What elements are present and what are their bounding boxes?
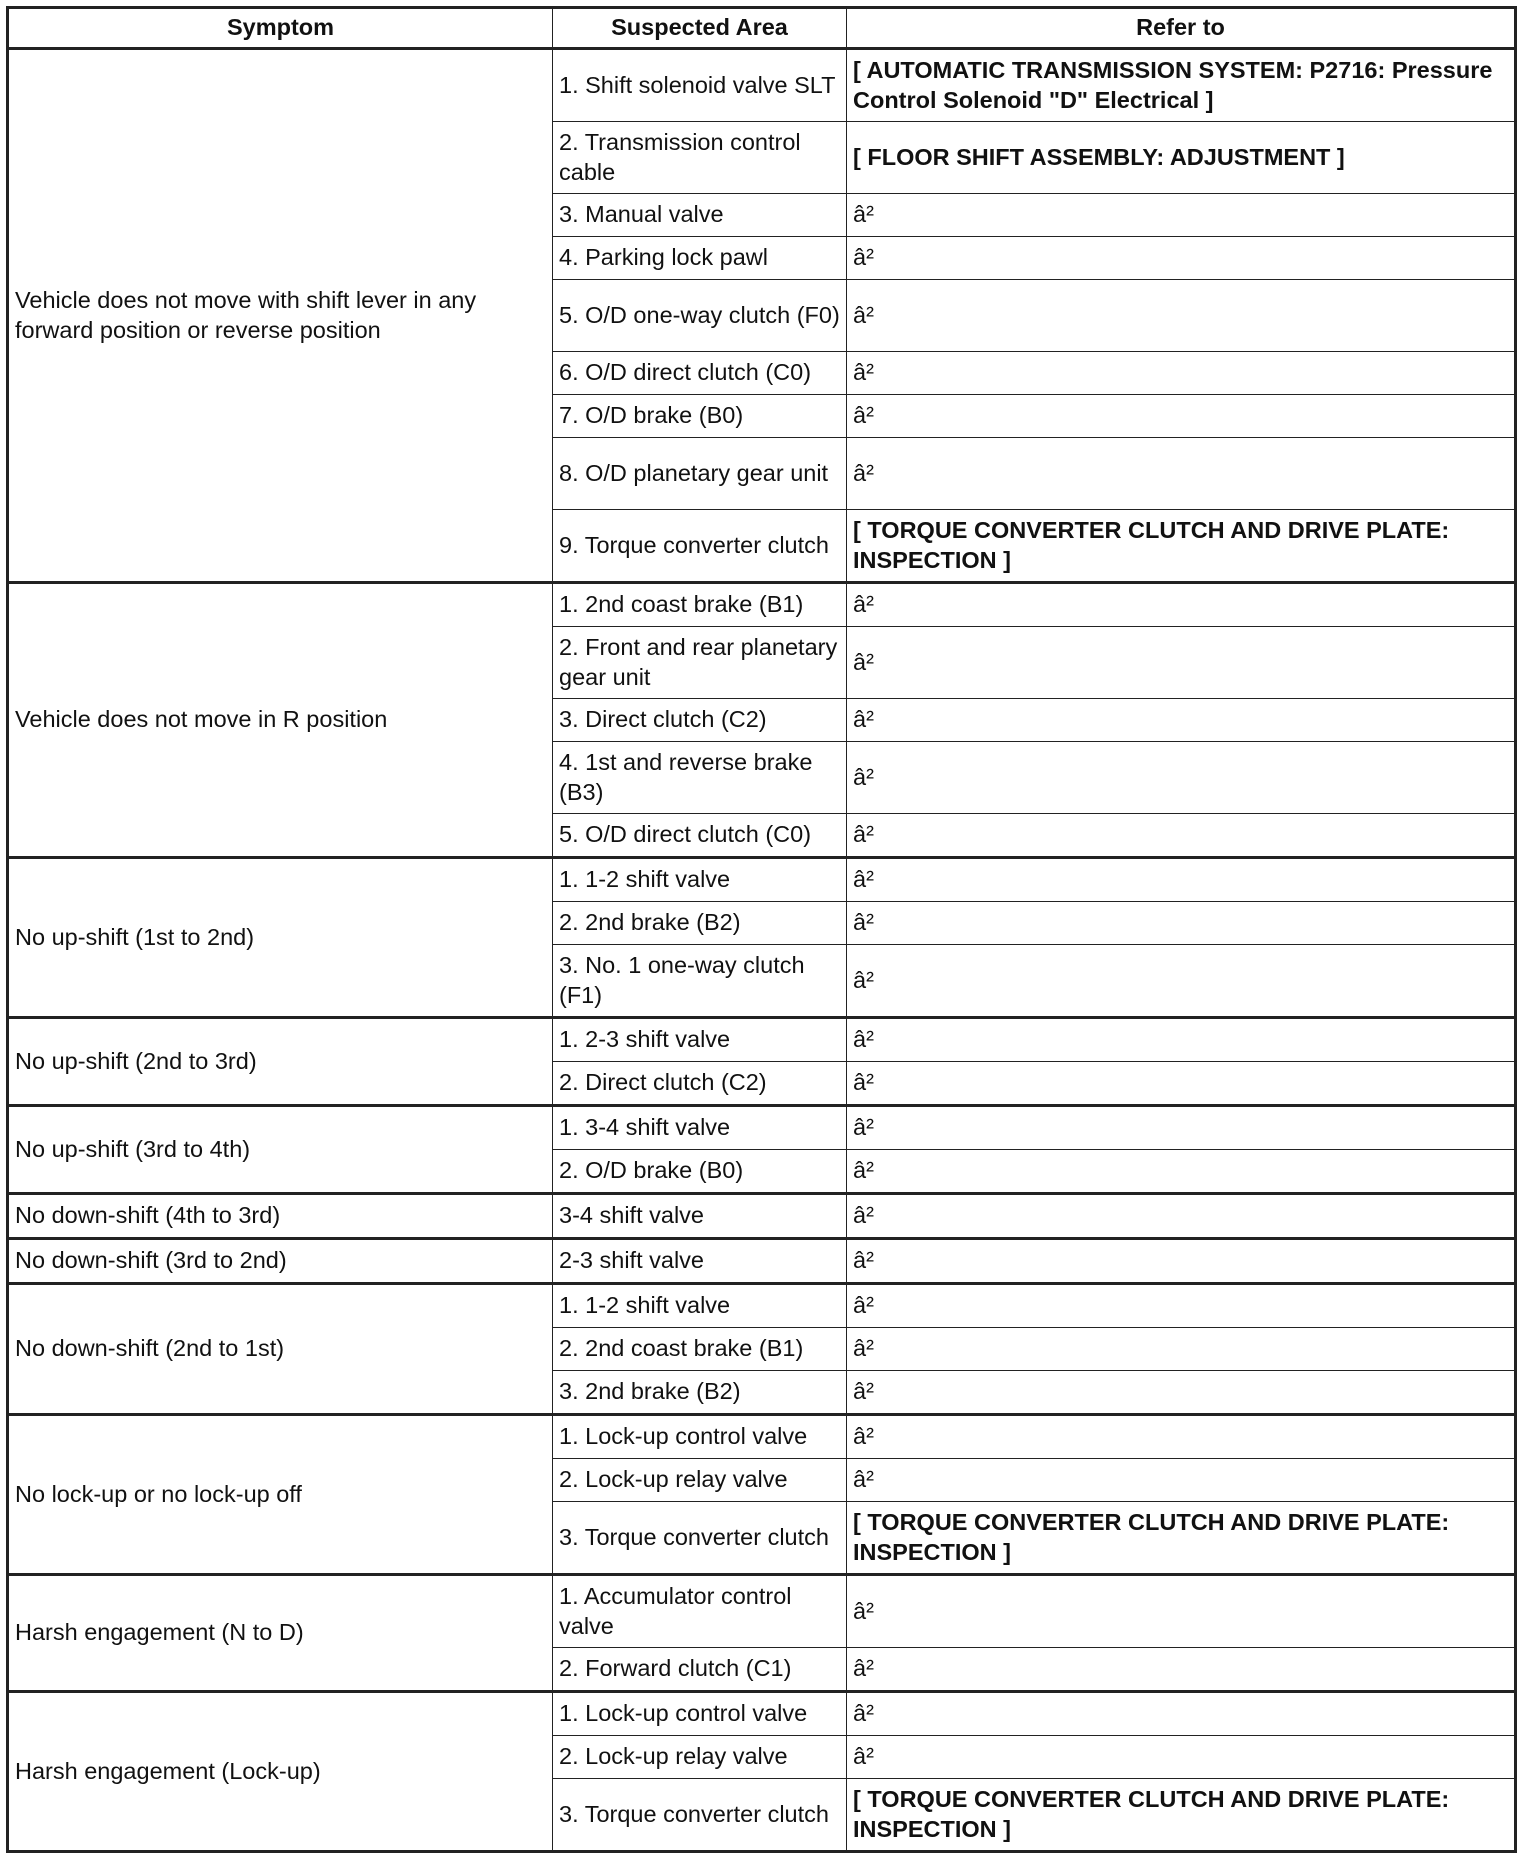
refer-to-cell: â² bbox=[847, 1459, 1516, 1502]
suspected-area-cell: 2. Transmission control cable bbox=[553, 122, 847, 194]
refer-to-cell: â² bbox=[847, 1106, 1516, 1150]
suspected-area-cell: 1. Lock-up control valve bbox=[553, 1692, 847, 1736]
refer-to-cell: â² bbox=[847, 1194, 1516, 1239]
suspected-area-cell: 7. O/D brake (B0) bbox=[553, 395, 847, 438]
symptom-cell: No down-shift (2nd to 1st) bbox=[8, 1284, 553, 1415]
symptom-cell: Vehicle does not move in R position bbox=[8, 583, 553, 858]
refer-to-cell: â² bbox=[847, 1284, 1516, 1328]
refer-to-cell: â² bbox=[847, 945, 1516, 1018]
symptom-cell: Vehicle does not move with shift lever in any forward position or reverse position bbox=[8, 49, 553, 583]
suspected-area-cell: 5. O/D direct clutch (C0) bbox=[553, 814, 847, 858]
refer-to-cell: â² bbox=[847, 352, 1516, 395]
table-row bbox=[8, 49, 1516, 122]
header-suspected-area: Suspected Area bbox=[553, 8, 847, 49]
suspected-area-cell: 5. O/D one-way clutch (F0) bbox=[553, 280, 847, 352]
refer-to-cell: â² bbox=[847, 438, 1516, 510]
suspected-area-cell: 1. Shift solenoid valve SLT bbox=[553, 49, 847, 122]
suspected-area-cell: 1. 1-2 shift valve bbox=[553, 1284, 847, 1328]
refer-to-cell: â² bbox=[847, 1371, 1516, 1415]
suspected-area-cell: 3. No. 1 one-way clutch (F1) bbox=[553, 945, 847, 1018]
header-row bbox=[8, 8, 1516, 49]
header-refer-to: Refer to bbox=[847, 8, 1516, 49]
symptom-cell: No up-shift (2nd to 3rd) bbox=[8, 1018, 553, 1106]
refer-to-link[interactable]: [ FLOOR SHIFT ASSEMBLY: ADJUSTMENT ] bbox=[847, 122, 1516, 194]
suspected-area-cell: 2. Lock-up relay valve bbox=[553, 1459, 847, 1502]
suspected-area-cell: 2. 2nd coast brake (B1) bbox=[553, 1328, 847, 1371]
suspected-area-cell: 9. Torque converter clutch bbox=[553, 510, 847, 583]
suspected-area-cell: 3-4 shift valve bbox=[553, 1194, 847, 1239]
refer-to-cell: â² bbox=[847, 1415, 1516, 1459]
refer-to-link[interactable]: [ TORQUE CONVERTER CLUTCH AND DRIVE PLATE: INSPECTION ] bbox=[847, 1502, 1516, 1575]
refer-to-cell: â² bbox=[847, 858, 1516, 902]
suspected-area-cell: 2. Forward clutch (C1) bbox=[553, 1648, 847, 1692]
table-row bbox=[8, 1239, 1516, 1284]
suspected-area-cell: 3. Manual valve bbox=[553, 194, 847, 237]
refer-to-cell: â² bbox=[847, 1018, 1516, 1062]
suspected-area-cell: 3. Direct clutch (C2) bbox=[553, 699, 847, 742]
symptom-cell: No up-shift (3rd to 4th) bbox=[8, 1106, 553, 1194]
suspected-area-cell: 1. 2-3 shift valve bbox=[553, 1018, 847, 1062]
table-row bbox=[8, 858, 1516, 902]
symptom-cell: Harsh engagement (Lock-up) bbox=[8, 1692, 553, 1852]
symptom-cell: No down-shift (3rd to 2nd) bbox=[8, 1239, 553, 1284]
refer-to-cell: â² bbox=[847, 627, 1516, 699]
refer-to-cell: â² bbox=[847, 1648, 1516, 1692]
suspected-area-cell: 2. O/D brake (B0) bbox=[553, 1150, 847, 1194]
refer-to-cell: â² bbox=[847, 902, 1516, 945]
table-row bbox=[8, 583, 1516, 627]
suspected-area-cell: 2. 2nd brake (B2) bbox=[553, 902, 847, 945]
suspected-area-cell: 4. Parking lock pawl bbox=[553, 237, 847, 280]
suspected-area-cell: 1. 1-2 shift valve bbox=[553, 858, 847, 902]
refer-to-cell: â² bbox=[847, 1328, 1516, 1371]
refer-to-cell: â² bbox=[847, 1575, 1516, 1648]
suspected-area-cell: 2. Direct clutch (C2) bbox=[553, 1062, 847, 1106]
suspected-area-cell: 3. Torque converter clutch bbox=[553, 1502, 847, 1575]
refer-to-cell: â² bbox=[847, 1239, 1516, 1284]
suspected-area-cell: 1. 2nd coast brake (B1) bbox=[553, 583, 847, 627]
refer-to-link[interactable]: [ TORQUE CONVERTER CLUTCH AND DRIVE PLATE: INSPECTION ] bbox=[847, 1779, 1516, 1852]
refer-to-cell: â² bbox=[847, 395, 1516, 438]
table-row bbox=[8, 1692, 1516, 1736]
refer-to-link[interactable]: [ AUTOMATIC TRANSMISSION SYSTEM: P2716: Pressure Control Solenoid "D" Electrical ] bbox=[847, 49, 1516, 122]
header-symptom: Symptom bbox=[8, 8, 553, 49]
symptom-cell: No down-shift (4th to 3rd) bbox=[8, 1194, 553, 1239]
refer-to-cell: â² bbox=[847, 1062, 1516, 1106]
refer-to-cell: â² bbox=[847, 583, 1516, 627]
suspected-area-cell: 1. Lock-up control valve bbox=[553, 1415, 847, 1459]
table-row bbox=[8, 1018, 1516, 1062]
refer-to-link[interactable]: [ TORQUE CONVERTER CLUTCH AND DRIVE PLATE: INSPECTION ] bbox=[847, 510, 1516, 583]
refer-to-cell: â² bbox=[847, 194, 1516, 237]
suspected-area-cell: 2. Front and rear planetary gear unit bbox=[553, 627, 847, 699]
refer-to-cell: â² bbox=[847, 1736, 1516, 1779]
symptom-cell: No up-shift (1st to 2nd) bbox=[8, 858, 553, 1018]
refer-to-cell: â² bbox=[847, 237, 1516, 280]
suspected-area-cell: 4. 1st and reverse brake (B3) bbox=[553, 742, 847, 814]
refer-to-cell: â² bbox=[847, 280, 1516, 352]
suspected-area-cell: 1. Accumulator control valve bbox=[553, 1575, 847, 1648]
table-row bbox=[8, 1194, 1516, 1239]
table-row bbox=[8, 1415, 1516, 1459]
suspected-area-cell: 3. Torque converter clutch bbox=[553, 1779, 847, 1852]
troubleshooting-table bbox=[6, 6, 1517, 1853]
suspected-area-cell: 2-3 shift valve bbox=[553, 1239, 847, 1284]
table-row bbox=[8, 1284, 1516, 1328]
refer-to-cell: â² bbox=[847, 1150, 1516, 1194]
suspected-area-cell: 1. 3-4 shift valve bbox=[553, 1106, 847, 1150]
refer-to-cell: â² bbox=[847, 1692, 1516, 1736]
table-row bbox=[8, 1106, 1516, 1150]
suspected-area-cell: 8. O/D planetary gear unit bbox=[553, 438, 847, 510]
suspected-area-cell: 6. O/D direct clutch (C0) bbox=[553, 352, 847, 395]
refer-to-cell: â² bbox=[847, 699, 1516, 742]
suspected-area-cell: 2. Lock-up relay valve bbox=[553, 1736, 847, 1779]
suspected-area-cell: 3. 2nd brake (B2) bbox=[553, 1371, 847, 1415]
symptom-cell: No lock-up or no lock-up off bbox=[8, 1415, 553, 1575]
refer-to-cell: â² bbox=[847, 814, 1516, 858]
symptom-cell: Harsh engagement (N to D) bbox=[8, 1575, 553, 1692]
table-row bbox=[8, 1575, 1516, 1648]
refer-to-cell: â² bbox=[847, 742, 1516, 814]
